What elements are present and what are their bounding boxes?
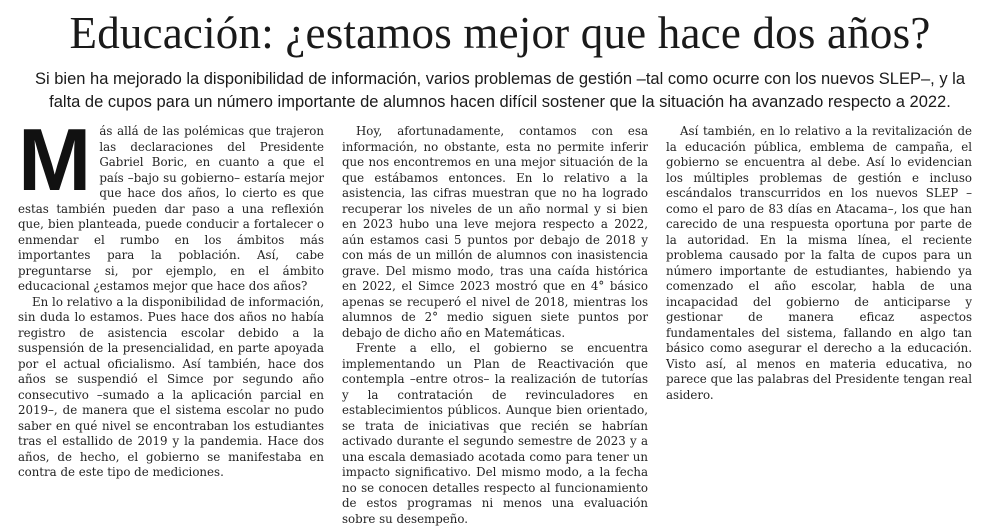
headline: Educación: ¿estamos mejor que hace dos años? — [69, 8, 931, 58]
column-3 — [666, 124, 972, 436]
article-body — [18, 110, 984, 526]
paragraph-3: Hoy, afortunadamente, contamos con esa información, no obstante, esta no permite inferir que nos encontremos en una mejor situación de la que estábamos entonces. En lo relativo a la asistencia, las cifras muestran que no ha logrado recuperar los niveles de un año normal y si bien en 2023 hubo una leve mejora respecto a 2022, aún estamos casi 5 puntos por debajo de 2018 y con más de un millón de alumnos con inasistencia grave. Del mismo modo, tras una caída histórica en 2022, el Simce 2023 mostró que en 4° básico apenas se recuperó el nivel de 2018, mientras los alumnos de 2° medio siguen siete puntos por debajo de dicho año en Matemáticas. — [342, 124, 648, 340]
column-2 — [342, 124, 648, 526]
paragraph-4: Frente a ello, el gobierno se encuentra implementando un Plan de Reactivación que contempla –entre otros– la realización de tutorías y la contratación de revinculadores en establecimientos públicos. Aunque bien orientado, se trata de iniciativas que recién se habrían activado durante el segundo semestre de 2023 y a una escala demasiado acotada como para tener un impacto significativo. Del mismo modo, a la fecha no se conocen detalles respecto al funcionamiento de estos programas ni menos una evaluación sobre su desempeño. — [342, 341, 648, 526]
paragraph-1: ás allá de las polémicas que trajeron las declaraciones del Presidente Gabriel Boric, en cuanto a que el país –bajo su gobierno– estaría mejor que hace dos años, lo cierto es que estas también pueden dar paso a una reflexión que, bien planteada, puede conducir a fortalecer o enmendar el rumbo en los ámbitos más importantes para la población. Así, cabe preguntarse si, por ejemplo, en el ámbito educacional ¿estamos mejor que hace dos años? — [18, 124, 324, 293]
drop-cap: M — [18, 110, 92, 209]
paragraph-5: Así también, en lo relativo a la revitalización de la educación pública, emblema de campaña, el gobierno se encuentra al debe. Así lo evidencian los múltiples problemas de gestión e incluso escándalos transcurridos en los nuevos SLEP –como el paro de 83 días en Atacama–, los que han carecido de una respuesta oportuna por parte de la autoridad. En la misma línea, el reciente problema causado por la falta de cupos para un número importante de estudiantes, habiendo ya comenzado el año escolar, habla de una incapacidad del gobierno de anticiparse y gestionar de manera eficaz aspectos fundamentales del sistema, fallando en algo tan básico como asegurar el derecho a la educación. Visto así, al menos en materia educativa, no parece que las palabras del Presidente tengan real asidero. — [666, 124, 972, 402]
deck-subtitle: Si bien ha mejorado la disponibilidad de información, varios problemas de gestión –tal como ocurre con los nuevos SLEP–, y la falta de cupos para un número importante de alumnos hacen difícil sostener que la situación ha avanzado respecto a 2022. — [34, 70, 966, 111]
column-1 — [18, 110, 324, 479]
paragraph-2: En lo relativo a la disponibilidad de información, sin duda lo estamos. Pues hace dos años no había registro de asistencia escolar debido a la suspensión de la presencialidad, en parte apoyada por el actual oficialismo. Así también, hace dos años se suspendió el Simce por segundo año consecutivo –sumado a la aplicación parcial en 2019–, de manera que el sistema escolar no pudo saber en qué nivel se encontraban los estudiantes tras el estallido de 2019 y la pandemia. Hace dos años, de hecho, el gobierno se manifestaba en contra de este tipo de mediciones. — [18, 294, 324, 479]
